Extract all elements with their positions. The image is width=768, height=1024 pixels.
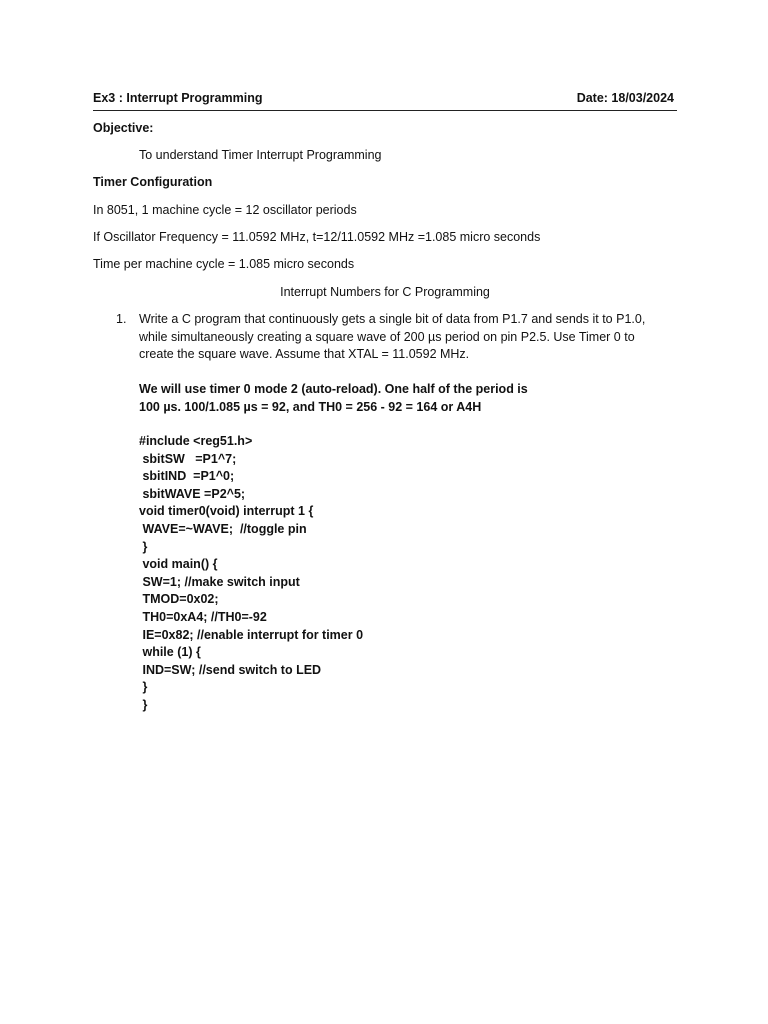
code-line: void timer0(void) interrupt 1 { bbox=[139, 504, 314, 519]
code-line: } bbox=[139, 539, 148, 554]
question-line: Write a C program that continuously gets a single bit of data from P1.7 and sends it to P1.0, bbox=[139, 312, 646, 326]
timer-config-line: If Oscillator Frequency = 11.0592 MHz, t=12/11.0592 MHz =1.085 micro seconds bbox=[93, 230, 541, 244]
code-line: IND=SW; //send switch to LED bbox=[139, 662, 322, 677]
code-line: } bbox=[139, 680, 148, 695]
code-line: } bbox=[139, 697, 148, 712]
code-line: sbitWAVE =P2^5; bbox=[139, 486, 246, 501]
exercise-date: Date: 18/03/2024 bbox=[576, 91, 674, 105]
question-text bbox=[139, 311, 679, 364]
code-line: void main() { bbox=[139, 557, 218, 572]
code-line: #include <reg51.h> bbox=[139, 434, 253, 448]
code-line: sbitIND =P1^0; bbox=[139, 469, 235, 484]
answer-line: 100 µs. 100/1.085 µs = 92, and TH0 = 256 - 92 = 164 or A4H bbox=[139, 399, 482, 414]
code-line: WAVE=~WAVE; //toggle pin bbox=[139, 521, 307, 536]
code-line: while (1) { bbox=[139, 645, 201, 660]
section-title: Interrupt Numbers for C Programming bbox=[280, 285, 490, 299]
document-header bbox=[93, 90, 677, 111]
question-number: 1. bbox=[116, 312, 127, 326]
code-listing bbox=[139, 433, 363, 715]
timer-config-line: Time per machine cycle = 1.085 micro seconds bbox=[93, 257, 355, 271]
code-line: IE=0x82; //enable interrupt for timer 0 bbox=[139, 627, 364, 642]
objective-text: To understand Timer Interrupt Programming bbox=[139, 148, 382, 162]
question-line: create the square wave. Assume that XTAL = 11.0592 MHz. bbox=[139, 347, 470, 361]
timer-config-line: In 8051, 1 machine cycle = 12 oscillator periods bbox=[93, 203, 357, 217]
timer-config-heading: Timer Configuration bbox=[93, 175, 213, 189]
objective-heading: Objective: bbox=[93, 121, 154, 135]
code-line: SW=1; //make switch input bbox=[139, 574, 300, 589]
code-line: TH0=0xA4; //TH0=-92 bbox=[139, 609, 267, 624]
code-line: sbitSW =P1^7; bbox=[139, 451, 237, 466]
answer-explanation bbox=[139, 381, 679, 416]
question-line: while simultaneously creating a square wave of 200 µs period on pin P2.5. Use Timer 0 to bbox=[139, 329, 635, 344]
code-line: TMOD=0x02; bbox=[139, 592, 219, 607]
exercise-title: Ex3 : Interrupt Programming bbox=[93, 91, 263, 105]
answer-line: We will use timer 0 mode 2 (auto-reload). One half of the period is bbox=[139, 382, 528, 396]
